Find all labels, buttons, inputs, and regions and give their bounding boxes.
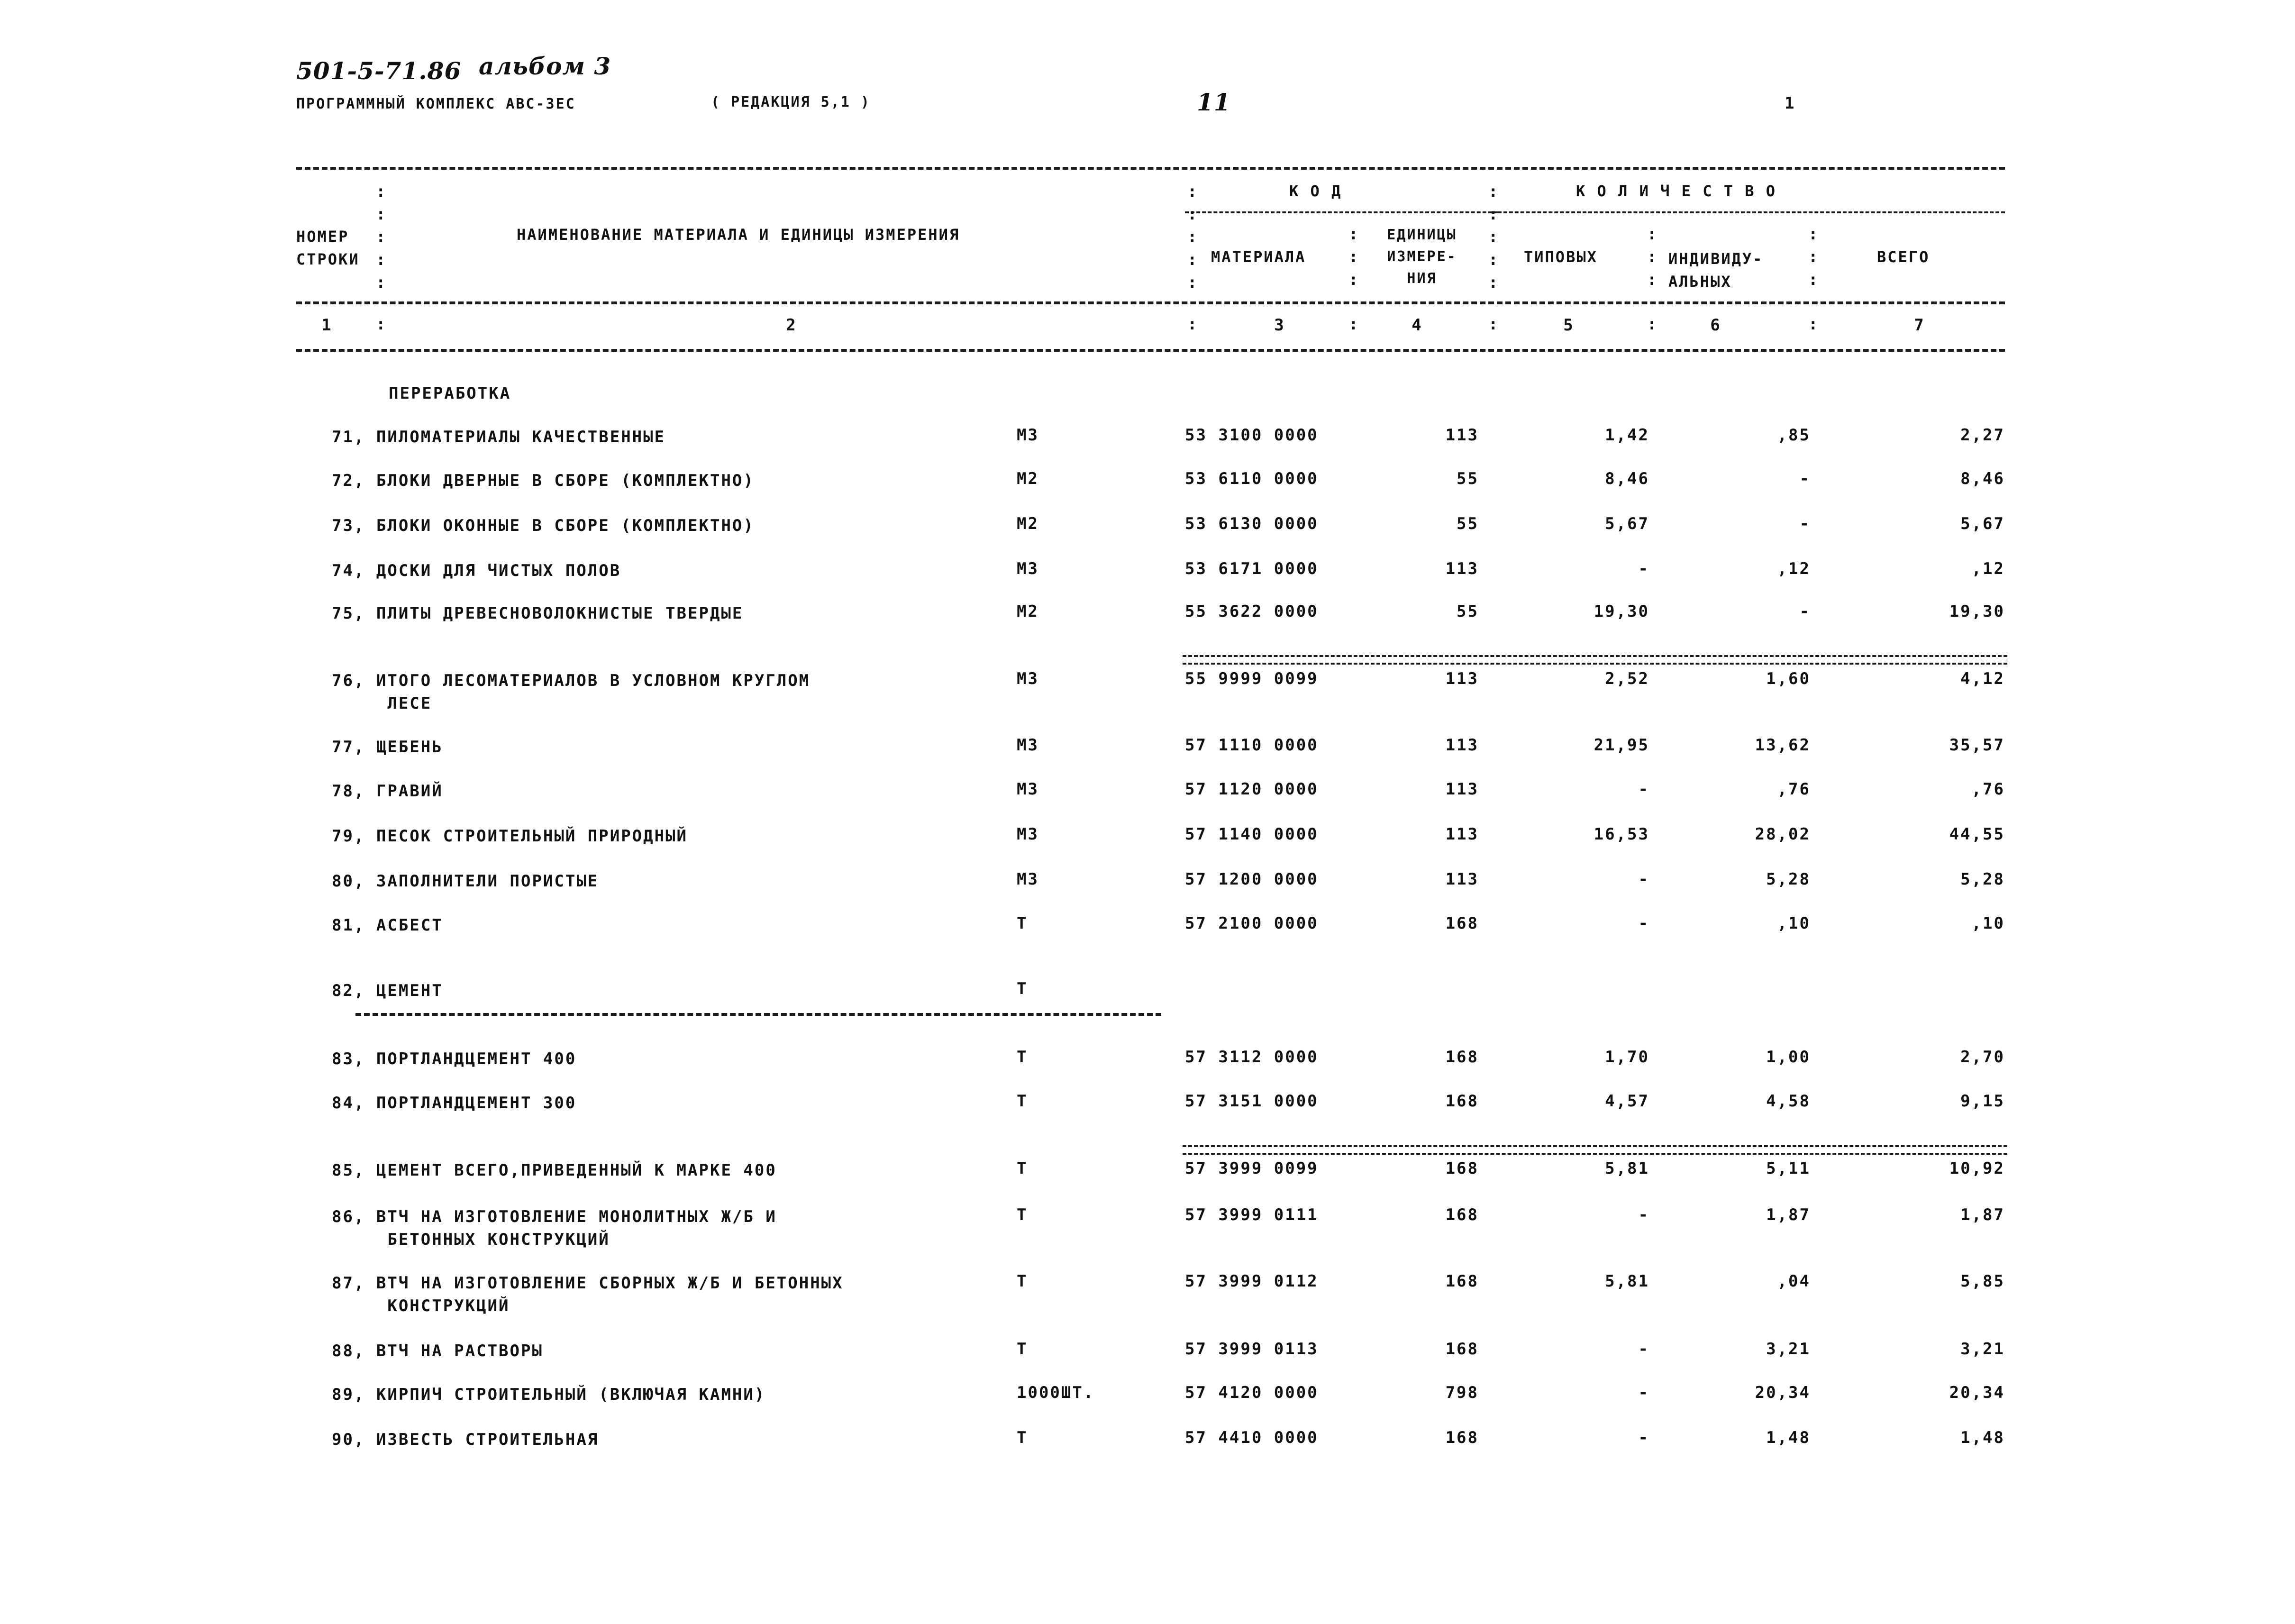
row-code: 57 2100 0000: [1185, 914, 1319, 933]
individual-header: ИНДИВИДУ- АЛЬНЫХ: [1668, 250, 1764, 291]
row-name: 76, ИТОГО ЛЕСОМАТЕРИАЛОВ В УСЛОВНОМ КРУГЛОМ ЛЕСЕ: [332, 671, 811, 713]
row-individual: 3,21: [1766, 1340, 1811, 1359]
row-code: 57 3151 0000: [1185, 1092, 1319, 1111]
row-unit: Т: [1017, 1092, 1028, 1111]
row-name: 81, АСБЕСТ: [332, 916, 443, 935]
program-title: ПРОГРАММНЫЙ КОМПЛЕКС АВС-3ЕС: [296, 96, 576, 112]
row-individual: -: [1799, 469, 1811, 488]
row-code: 53 3100 0000: [1185, 426, 1319, 445]
row-total: ,12: [1971, 559, 2005, 578]
code-group-rule: [1185, 211, 1498, 213]
row-typical: 8,46: [1605, 469, 1649, 488]
row-code: 57 1110 0000: [1185, 736, 1319, 755]
row-name: 87, ВТЧ НА ИЗГОТОВЛЕНИЕ СБОРНЫХ Ж/Б И БЕТОННЫХ КОНСТРУКЦИЙ: [332, 1274, 844, 1315]
row-code: 57 3999 0112: [1185, 1272, 1319, 1291]
row-unit: Т: [1017, 979, 1028, 998]
row-typical: 21,95: [1594, 736, 1649, 755]
row-typical: 1,42: [1605, 426, 1649, 445]
code-group-header: К О Д: [1289, 182, 1342, 200]
row-name: 82, ЦЕМЕНТ: [332, 981, 443, 1000]
row-unit: М3: [1017, 736, 1039, 755]
row-typical: 16,53: [1594, 825, 1649, 844]
row-name: 86, ВТЧ НА ИЗГОТОВЛЕНИЕ МОНОЛИТНЫХ Ж/Б И БЕТОННЫХ КОНСТРУКЦИЙ: [332, 1207, 777, 1249]
row-individual: -: [1799, 514, 1811, 533]
quantity-group-header: К О Л И Ч Е С Т В О: [1576, 182, 1777, 200]
row-unit: М2: [1017, 602, 1039, 621]
row-unit: М3: [1017, 426, 1039, 445]
unit-code-header: ЕДИНИЦЫ ИЗМЕРЕ- НИЯ: [1387, 227, 1457, 287]
row-unit-code: 113: [1445, 870, 1479, 889]
row-unit-code: 55: [1457, 469, 1479, 488]
total-header: ВСЕГО: [1877, 248, 1930, 266]
edition-label: ( РЕДАКЦИЯ 5,1 ): [711, 94, 871, 110]
row-total: 1,48: [1960, 1428, 2005, 1447]
row-code: 57 3999 0113: [1185, 1340, 1319, 1359]
row-typical: 5,67: [1605, 514, 1649, 533]
row-individual: ,10: [1777, 914, 1811, 933]
row-name: 84, ПОРТЛАНДЦЕМЕНТ 300: [332, 1094, 577, 1113]
row-code: 57 3999 0099: [1185, 1159, 1319, 1178]
row-total: 4,12: [1960, 669, 2005, 688]
row-unit: Т: [1017, 1159, 1028, 1178]
row-number-header: НОМЕР СТРОКИ: [296, 228, 360, 268]
row-individual: 5,11: [1766, 1159, 1811, 1178]
row-typical: -: [1638, 559, 1649, 578]
col-number: 1: [321, 316, 333, 335]
row-total: 10,92: [1949, 1159, 2005, 1178]
row-typical: 5,81: [1605, 1272, 1649, 1291]
row-name: 85, ЦЕМЕНТ ВСЕГО,ПРИВЕДЕННЫЙ К МАРКЕ 400: [332, 1161, 777, 1180]
header-mid-rule: [296, 301, 2005, 304]
row-code: 57 4410 0000: [1185, 1428, 1319, 1447]
document-code: 501-5-71.86: [296, 57, 462, 85]
row-unit-code: 168: [1445, 1048, 1479, 1067]
row-unit-code: 168: [1445, 1159, 1479, 1178]
row-total: 3,21: [1960, 1340, 2005, 1359]
header-bottom-rule: [296, 349, 2005, 352]
row-code: 57 4120 0000: [1185, 1383, 1319, 1402]
row-code: 57 1120 0000: [1185, 780, 1319, 799]
name-header: НАИМЕНОВАНИЕ МАТЕРИАЛА И ЕДИНИЦЫ ИЗМЕРЕНИЯ: [517, 226, 960, 244]
row-typical: -: [1638, 1383, 1649, 1402]
row-total: 1,87: [1960, 1205, 2005, 1224]
col-number: 3: [1274, 316, 1285, 335]
row-individual: 20,34: [1755, 1383, 1811, 1402]
row-unit: М3: [1017, 669, 1039, 688]
row-typical: 2,52: [1605, 669, 1649, 688]
row-total: ,76: [1971, 780, 2005, 799]
row-unit-code: 113: [1445, 669, 1479, 688]
row-typical: 5,81: [1605, 1159, 1649, 1178]
row-unit-code: 168: [1445, 1428, 1479, 1447]
row-individual: ,12: [1777, 559, 1811, 578]
row-typical: -: [1638, 1428, 1649, 1447]
row-name: 71, ПИЛОМАТЕРИАЛЫ КАЧЕСТВЕННЫЕ: [332, 428, 666, 447]
subtotal-rule: [1183, 655, 2007, 665]
row-typical: -: [1638, 1340, 1649, 1359]
row-unit: Т: [1017, 1048, 1028, 1067]
row-code: 57 1200 0000: [1185, 870, 1319, 889]
material-code-header: МАТЕРИАЛА: [1211, 248, 1306, 266]
row-individual: 1,00: [1766, 1048, 1811, 1067]
row-name: 73, БЛОКИ ОКОННЫЕ В СБОРЕ (КОМПЛЕКТНО): [332, 516, 755, 535]
row-individual: 1,48: [1766, 1428, 1811, 1447]
row-unit-code: 168: [1445, 1092, 1479, 1111]
row-unit: Т: [1017, 1428, 1028, 1447]
row-unit: Т: [1017, 914, 1028, 933]
row-code: 53 6130 0000: [1185, 514, 1319, 533]
row-individual: 28,02: [1755, 825, 1811, 844]
row-typical: -: [1638, 780, 1649, 799]
qty-group-rule: [1498, 211, 2005, 213]
row-typical: 4,57: [1605, 1092, 1649, 1111]
row-code: 53 6171 0000: [1185, 559, 1319, 578]
header-top-rule: [296, 167, 2005, 170]
row-unit-code: 113: [1445, 559, 1479, 578]
row-unit-code: 113: [1445, 736, 1479, 755]
row-unit: М3: [1017, 780, 1039, 799]
row-unit-code: 55: [1457, 514, 1479, 533]
row-individual: 5,28: [1766, 870, 1811, 889]
row-individual: -: [1799, 602, 1811, 621]
row-name: 72, БЛОКИ ДВЕРНЫЕ В СБОРЕ (КОМПЛЕКТНО): [332, 471, 755, 490]
row-name: 74, ДОСКИ ДЛЯ ЧИСТЫХ ПОЛОВ: [332, 561, 621, 580]
row-code: 57 3112 0000: [1185, 1048, 1319, 1067]
row-typical: 19,30: [1594, 602, 1649, 621]
row-name: 75, ПЛИТЫ ДРЕВЕСНОВОЛОКНИСТЫЕ ТВЕРДЫЕ: [332, 604, 744, 623]
row-unit-code: 798: [1445, 1383, 1479, 1402]
cement-underline: [355, 1013, 1161, 1016]
row-name: 89, КИРПИЧ СТРОИТЕЛЬНЫЙ (ВКЛЮЧАЯ КАМНИ): [332, 1385, 766, 1404]
row-total: 5,85: [1960, 1272, 2005, 1291]
row-code: 53 6110 0000: [1185, 469, 1319, 488]
row-name: 78, ГРАВИЙ: [332, 782, 443, 801]
row-unit-code: 168: [1445, 1340, 1479, 1359]
row-unit: М2: [1017, 469, 1039, 488]
row-name: 79, ПЕСОК СТРОИТЕЛЬНЫЙ ПРИРОДНЫЙ: [332, 827, 688, 846]
row-code: 55 3622 0000: [1185, 602, 1319, 621]
row-unit-code: 168: [1445, 1272, 1479, 1291]
row-unit: Т: [1017, 1205, 1028, 1224]
page-number: 1: [1785, 94, 1796, 113]
typical-header: ТИПОВЫХ: [1524, 248, 1598, 266]
col-number: 7: [1914, 316, 1925, 335]
row-total: 5,28: [1960, 870, 2005, 889]
row-name: 83, ПОРТЛАНДЦЕМЕНТ 400: [332, 1049, 577, 1068]
col-number: 2: [786, 316, 797, 335]
handwritten-page-mark: 11: [1197, 88, 1231, 116]
row-typical: 1,70: [1605, 1048, 1649, 1067]
row-individual: ,04: [1777, 1272, 1811, 1291]
row-unit: Т: [1017, 1340, 1028, 1359]
col-number: 6: [1710, 316, 1721, 335]
row-unit: 1000ШТ.: [1017, 1383, 1095, 1402]
row-total: 20,34: [1949, 1383, 2005, 1402]
row-typical: -: [1638, 914, 1649, 933]
row-name: 77, ЩЕБЕНЬ: [332, 738, 443, 757]
row-total: 2,70: [1960, 1048, 2005, 1067]
row-name: 90, ИЗВЕСТЬ СТРОИТЕЛЬНАЯ: [332, 1430, 599, 1449]
col-number: 5: [1563, 316, 1575, 335]
col-number: 4: [1412, 316, 1423, 335]
row-individual: 1,87: [1766, 1205, 1811, 1224]
row-typical: -: [1638, 1205, 1649, 1224]
row-unit-code: 113: [1445, 825, 1479, 844]
cement-subtotal-rule: [1183, 1145, 2007, 1155]
row-unit-code: 113: [1445, 780, 1479, 799]
row-code: 55 9999 0099: [1185, 669, 1319, 688]
row-unit: М3: [1017, 825, 1039, 844]
row-total: 44,55: [1949, 825, 2005, 844]
row-unit-code: 168: [1445, 1205, 1479, 1224]
row-name: 88, ВТЧ НА РАСТВОРЫ: [332, 1341, 543, 1360]
section-title: ПЕРЕРАБОТКА: [389, 384, 511, 403]
row-individual: ,76: [1777, 780, 1811, 799]
row-individual: 1,60: [1766, 669, 1811, 688]
row-code: 57 3999 0111: [1185, 1205, 1319, 1224]
row-unit-code: 168: [1445, 914, 1479, 933]
row-total: 19,30: [1949, 602, 2005, 621]
row-individual: ,85: [1777, 426, 1811, 445]
row-typical: -: [1638, 870, 1649, 889]
row-unit-code: 113: [1445, 426, 1479, 445]
row-unit-code: 55: [1457, 602, 1479, 621]
row-individual: 4,58: [1766, 1092, 1811, 1111]
row-individual: 13,62: [1755, 736, 1811, 755]
row-total: 35,57: [1949, 736, 2005, 755]
row-unit: М2: [1017, 514, 1039, 533]
row-code: 57 1140 0000: [1185, 825, 1319, 844]
row-total: 2,27: [1960, 426, 2005, 445]
album-label: альбом 3: [479, 52, 611, 80]
row-total: 8,46: [1960, 469, 2005, 488]
row-unit: Т: [1017, 1272, 1028, 1291]
row-name: 80, ЗАПОЛНИТЕЛИ ПОРИСТЫЕ: [332, 872, 599, 891]
row-unit: М3: [1017, 870, 1039, 889]
row-total: ,10: [1971, 914, 2005, 933]
row-total: 5,67: [1960, 514, 2005, 533]
row-unit: М3: [1017, 559, 1039, 578]
row-total: 9,15: [1960, 1092, 2005, 1111]
